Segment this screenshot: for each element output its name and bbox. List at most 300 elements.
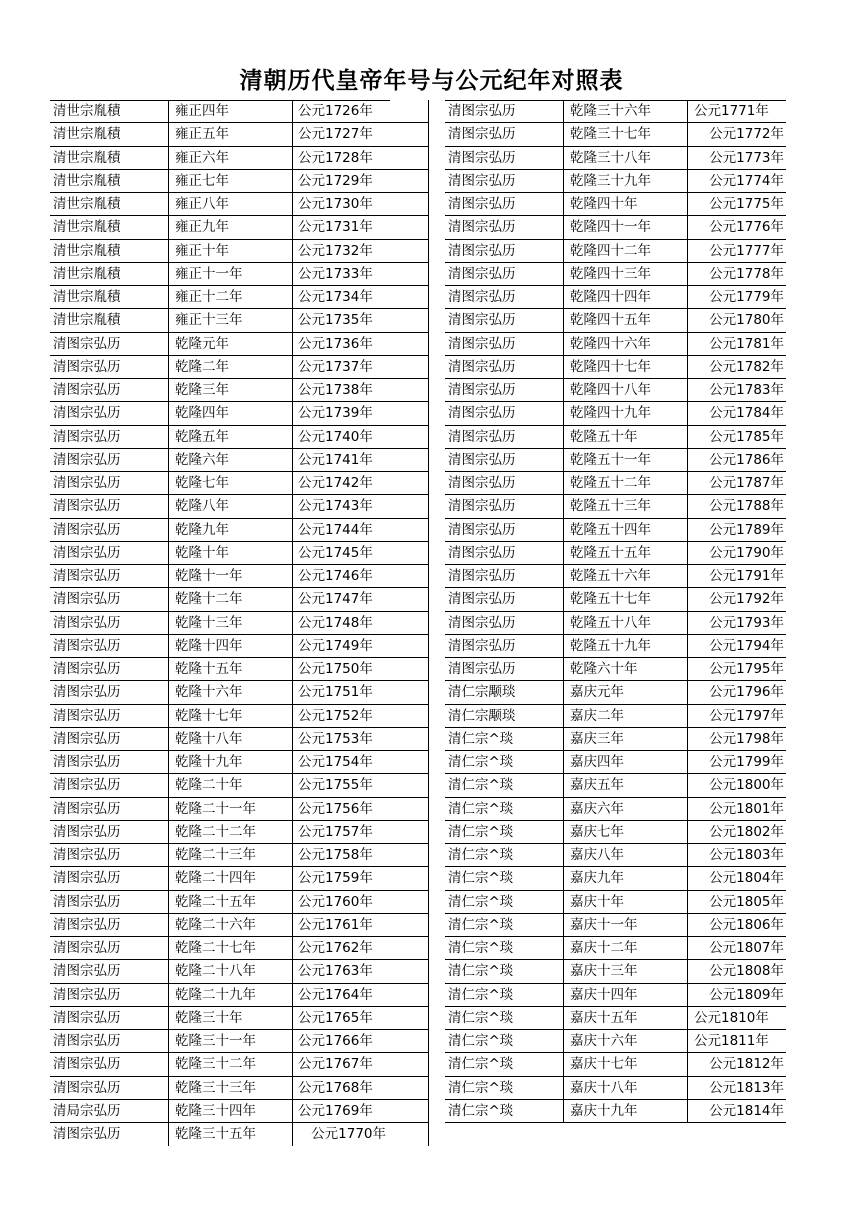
ad-year-cell: 公元1732年 [292,240,398,262]
era-name-cell: 乾隆四十七年 [563,356,687,378]
emperor-cell: 清图宗弘历 [53,1126,121,1142]
table-row [445,658,786,681]
era-name-cell: 乾隆二十五年 [168,891,292,913]
emperor-cell: 清世宗胤積 [53,289,121,305]
ad-year-cell: 公元1729年 [292,170,398,192]
era-name-cell: 嘉庆九年 [563,867,687,889]
era-name-cell: 嘉庆十六年 [563,1030,687,1052]
ad-year-cell: 公元1791年 [687,565,786,587]
ad-year-cell: 公元1735年 [292,309,398,331]
emperor-cell: 清图宗弘历 [448,428,516,445]
ad-year-cell: 公元1764年 [292,984,398,1006]
era-name-cell: 乾隆四十年 [563,193,687,215]
ad-year-cell: 公元1804年 [687,867,786,889]
ad-year-cell: 公元1782年 [687,356,786,378]
emperor-cell: 清图宗弘历 [53,591,121,608]
emperor-cell: 清仁宗^琰 [448,823,514,840]
table-row [445,333,786,356]
ad-year-cell: 公元1775年 [687,193,786,215]
table-row [50,984,428,1007]
table-row [50,821,428,844]
era-name-cell: 嘉庆十七年 [563,1053,687,1075]
ad-year-cell: 公元1813年 [687,1077,786,1099]
table-row [50,681,428,704]
table-row [445,519,786,542]
ad-year-cell: 公元1730年 [292,193,398,215]
era-name-cell: 乾隆四十一年 [563,216,687,238]
table-row [445,1077,786,1100]
emperor-cell: 清图宗弘历 [448,405,516,422]
emperor-cell: 清图宗弘历 [448,614,516,631]
era-name-cell: 乾隆二十八年 [168,960,292,982]
era-name-cell: 乾隆四十六年 [563,333,687,355]
ad-year-cell: 公元1746年 [292,565,398,587]
emperor-cell: 清图宗弘历 [53,475,121,491]
era-name-cell: 雍正十二年 [168,286,292,308]
table-row [445,542,786,565]
table-row [50,147,428,170]
ad-year-cell: 公元1760年 [292,891,398,913]
emperor-cell: 清图宗弘历 [53,661,121,677]
emperor-cell: 清图宗弘历 [53,823,121,840]
era-name-cell: 乾隆五十四年 [563,519,687,541]
emperor-cell: 清仁宗^琰 [448,730,514,747]
emperor-cell: 清图宗弘历 [448,196,516,212]
table-row [445,193,786,216]
table-row [445,891,786,914]
table-row [50,588,428,611]
era-name-cell: 乾隆三年 [168,379,292,401]
era-name-cell: 乾隆四年 [168,402,292,424]
table-row [445,844,786,867]
ad-year-cell: 公元1752年 [292,705,398,727]
emperor-cell: 清图宗弘历 [53,893,121,910]
ad-year-cell: 公元1728年 [292,147,398,169]
ad-year-cell: 公元1749年 [292,635,398,657]
ad-year-cell: 公元1792年 [687,588,786,610]
era-name-cell: 雍正五年 [168,123,292,145]
table-row [50,263,428,286]
emperor-cell: 清图宗弘历 [53,986,121,1003]
era-name-cell: 乾隆十四年 [168,635,292,657]
ad-year-cell: 公元1750年 [292,658,398,680]
era-name-cell: 雍正八年 [168,193,292,215]
table-row [445,984,786,1007]
ad-year-cell: 公元1795年 [687,658,786,680]
ad-year-cell: 公元1773年 [687,147,786,169]
emperor-cell: 清图宗弘历 [448,591,516,608]
table-row [445,379,786,402]
era-name-cell: 乾隆十八年 [168,728,292,750]
table-row [445,472,786,495]
table-row [50,449,428,472]
ad-year-cell: 公元1733年 [292,263,398,285]
table-row [50,495,428,518]
emperor-cell: 清图宗弘历 [448,172,516,189]
table-row [50,705,428,728]
table-row [445,960,786,983]
ad-year-cell: 公元1765年 [292,1007,398,1029]
ad-year-cell: 公元1797年 [687,705,786,727]
emperor-cell: 清世宗胤積 [53,103,121,119]
era-name-cell: 雍正七年 [168,170,292,192]
era-name-cell: 嘉庆五年 [563,774,687,796]
era-name-cell: 乾隆三十四年 [168,1100,292,1122]
emperor-cell: 清图宗弘历 [53,637,121,654]
table-row [445,914,786,937]
emperor-cell: 清仁宗^琰 [448,870,514,887]
ad-year-cell: 公元1799年 [687,751,786,773]
ad-year-cell: 公元1745年 [292,542,398,564]
table-row [445,937,786,960]
page-title: 清朝历代皇帝年号与公元纪年对照表 [239,68,624,94]
table-row [445,147,786,170]
era-name-cell: 乾隆三十二年 [168,1053,292,1075]
era-name-cell: 乾隆六十年 [563,658,687,680]
emperor-cell: 清图宗弘历 [53,1009,121,1026]
era-name-cell: 乾隆二十年 [168,774,292,796]
ad-year-cell: 公元1744年 [292,519,398,541]
ad-year-cell: 公元1772年 [687,123,786,145]
table-row [50,612,428,635]
emperor-cell: 清图宗弘历 [448,149,516,166]
emperor-cell: 清世宗胤積 [53,219,121,236]
era-name-cell: 乾隆四十四年 [563,286,687,308]
era-name-cell: 乾隆十五年 [168,658,292,680]
era-name-cell: 乾隆三十七年 [563,123,687,145]
ad-year-cell: 公元1806年 [687,914,786,936]
table-row [50,937,428,960]
era-name-cell: 乾隆二十四年 [168,867,292,889]
emperor-cell: 清图宗弘历 [448,358,516,375]
era-name-cell: 乾隆四十五年 [563,309,687,331]
table-row [50,1123,428,1146]
table-row [445,612,786,635]
table-row [50,379,428,402]
emperor-cell: 清仁宗^琰 [448,1009,514,1026]
emperor-cell: 清仁宗^琰 [448,940,514,956]
table-row [445,100,786,123]
ad-year-cell: 公元1742年 [292,472,398,494]
table-row [445,774,786,797]
emperor-cell: 清图宗弘历 [53,1033,121,1049]
era-name-cell: 乾隆十三年 [168,612,292,634]
emperor-cell: 清仁宗^琰 [448,1033,514,1049]
ad-year-cell: 公元1737年 [292,356,398,378]
ad-year-cell: 公元1756年 [292,798,398,820]
table-row [50,286,428,309]
ad-year-cell: 公元1740年 [292,426,398,448]
table-row [445,286,786,309]
table-row [50,426,428,449]
ad-year-cell: 公元1766年 [292,1030,398,1052]
emperor-cell: 清图宗弘历 [448,242,516,259]
emperor-cell: 清世宗胤積 [53,242,121,259]
ad-year-cell: 公元1758年 [292,844,398,866]
ad-year-cell: 公元1801年 [687,798,786,820]
ad-year-cell: 公元1796年 [687,681,786,703]
era-name-cell: 嘉庆十三年 [563,960,687,982]
table-row [445,216,786,239]
era-name-cell: 嘉庆六年 [563,798,687,820]
era-name-cell: 雍正十三年 [168,309,292,331]
era-name-cell: 乾隆五十八年 [563,612,687,634]
ad-year-cell: 公元1790年 [687,542,786,564]
emperor-cell: 清图宗弘历 [53,916,121,933]
ad-year-cell: 公元1741年 [292,449,398,471]
emperor-cell: 清图宗弘历 [448,637,516,654]
emperor-cell: 清局宗弘历 [53,1102,121,1119]
era-name-cell: 乾隆元年 [168,333,292,355]
table-row [50,542,428,565]
table-row [50,170,428,193]
emperor-cell: 清仁宗^琰 [448,986,514,1003]
table-row [445,705,786,728]
table-row [50,565,428,588]
era-name-cell: 乾隆六年 [168,449,292,471]
era-name-cell: 乾隆三十三年 [168,1077,292,1099]
table-row [50,867,428,890]
emperor-cell: 清仁宗颙琰 [448,707,516,724]
emperor-cell: 清图宗弘历 [53,777,121,794]
ad-year-cell: 公元1809年 [687,984,786,1006]
ad-year-cell: 公元1794年 [687,635,786,657]
table-row [445,402,786,425]
ad-year-cell: 公元1743年 [292,495,398,517]
emperor-cell: 清图宗弘历 [53,707,121,724]
emperor-cell: 清图宗弘历 [53,684,121,701]
emperor-cell: 清图宗弘历 [53,940,121,956]
emperor-cell: 清图宗弘历 [53,405,121,422]
ad-year-cell: 公元1810年 [687,1007,786,1029]
emperor-cell: 清仁宗^琰 [448,1079,514,1096]
emperor-cell: 清图宗弘历 [448,265,516,282]
ad-year-cell: 公元1762年 [292,937,398,959]
table-row [50,240,428,263]
ad-year-cell: 公元1751年 [292,681,398,703]
table-row [50,333,428,356]
left-column-table [50,100,429,1146]
emperor-cell: 清图宗弘历 [448,451,516,468]
era-name-cell: 雍正十一年 [168,263,292,285]
emperor-cell: 清图宗弘历 [53,1056,121,1073]
emperor-cell: 清图宗弘历 [53,614,121,631]
emperor-cell: 清图宗弘历 [53,335,121,352]
ad-year-cell: 公元1783年 [687,379,786,401]
era-name-cell: 乾隆五十六年 [563,565,687,587]
era-name-cell: 乾隆二十一年 [168,798,292,820]
table-row [50,960,428,983]
era-name-cell: 嘉庆十八年 [563,1077,687,1099]
table-row [50,728,428,751]
table-row [445,867,786,890]
table-row [50,1007,428,1030]
emperor-cell: 清图宗弘历 [448,335,516,352]
era-name-cell: 乾隆三十一年 [168,1030,292,1052]
ad-year-cell: 公元1774年 [687,170,786,192]
table-row [445,309,786,332]
table-row [445,821,786,844]
era-name-cell: 乾隆五十五年 [563,542,687,564]
ad-year-cell: 公元1789年 [687,519,786,541]
ad-year-cell: 公元1753年 [292,728,398,750]
era-name-cell: 乾隆五十年 [563,426,687,448]
emperor-cell: 清图宗弘历 [448,661,516,677]
era-name-cell: 嘉庆三年 [563,728,687,750]
era-name-cell: 嘉庆十二年 [563,937,687,959]
table-row [50,309,428,332]
ad-year-cell: 公元1767年 [292,1053,398,1075]
table-row [445,635,786,658]
ad-year-cell: 公元1811年 [687,1030,786,1052]
table-row [445,170,786,193]
era-name-cell: 乾隆二十六年 [168,914,292,936]
emperor-cell: 清图宗弘历 [448,498,516,515]
ad-year-cell: 公元1763年 [292,960,398,982]
ad-year-cell: 公元1805年 [687,891,786,913]
right-column-table [445,100,786,1146]
table-row [50,891,428,914]
ad-year-cell: 公元1784年 [687,402,786,424]
table-row [445,728,786,751]
emperor-cell: 清仁宗颙琰 [448,684,516,701]
era-name-cell: 乾隆四十八年 [563,379,687,401]
table-row [445,798,786,821]
ad-year-cell: 公元1734年 [292,286,398,308]
table-row [50,1030,428,1053]
ad-year-cell: 公元1769年 [292,1100,398,1122]
ad-year-cell: 公元1731年 [292,216,398,238]
emperor-cell: 清仁宗^琰 [448,893,514,910]
ad-year-cell: 公元1780年 [687,309,786,331]
ad-year-cell: 公元1754年 [292,751,398,773]
ad-year-cell: 公元1802年 [687,821,786,843]
table-row [445,565,786,588]
era-name-cell: 乾隆八年 [168,495,292,517]
table-row [50,123,428,146]
era-name-cell: 乾隆七年 [168,472,292,494]
emperor-cell: 清图宗弘历 [53,568,121,584]
era-name-cell: 乾隆三十六年 [563,100,687,122]
ad-year-cell: 公元1726年 [292,100,398,122]
era-name-cell: 乾隆三十八年 [563,147,687,169]
table-row [445,356,786,379]
ad-year-cell: 公元1761年 [292,914,398,936]
era-name-cell: 乾隆五年 [168,426,292,448]
ad-year-cell: 公元1778年 [687,263,786,285]
ad-year-cell: 公元1787年 [687,472,786,494]
emperor-cell: 清图宗弘历 [53,358,121,375]
era-name-cell: 雍正十年 [168,240,292,262]
era-name-cell: 嘉庆十五年 [563,1007,687,1029]
table-row [50,1100,428,1123]
era-name-cell: 乾隆五十九年 [563,635,687,657]
table-row [50,100,428,123]
table-row [445,123,786,146]
table-row [50,844,428,867]
emperor-cell: 清图宗弘历 [53,521,121,538]
era-name-cell: 乾隆九年 [168,519,292,541]
table-row [50,1053,428,1076]
emperor-cell: 清世宗胤積 [53,312,121,329]
table-row [445,495,786,518]
era-name-cell: 乾隆三十五年 [168,1123,292,1146]
era-name-cell: 乾隆十六年 [168,681,292,703]
emperor-cell: 清图宗弘历 [53,847,121,863]
era-name-cell: 雍正九年 [168,216,292,238]
era-name-cell: 嘉庆十九年 [563,1100,687,1122]
emperor-cell: 清图宗弘历 [53,1079,121,1096]
emperor-cell: 清图宗弘历 [53,870,121,887]
ad-year-cell: 公元1788年 [687,495,786,517]
ad-year-cell: 公元1800年 [687,774,786,796]
ad-year-cell: 公元1759年 [292,867,398,889]
ad-year-cell: 公元1771年 [687,100,786,122]
era-name-cell: 乾隆十二年 [168,588,292,610]
ad-year-cell: 公元1803年 [687,844,786,866]
emperor-cell: 清图宗弘历 [53,544,121,561]
table-row [50,402,428,425]
era-name-cell: 乾隆四十九年 [563,402,687,424]
ad-year-cell: 公元1781年 [687,333,786,355]
table-row [445,588,786,611]
era-name-cell: 乾隆五十七年 [563,588,687,610]
emperor-cell: 清仁宗^琰 [448,1056,514,1073]
emperor-cell: 清图宗弘历 [448,475,516,491]
era-name-cell: 乾隆二年 [168,356,292,378]
ad-year-cell: 公元1777年 [687,240,786,262]
ad-year-cell: 公元1808年 [687,960,786,982]
ad-year-cell: 公元1755年 [292,774,398,796]
emperor-cell: 清图宗弘历 [53,451,121,468]
ad-year-cell: 公元1812年 [687,1053,786,1075]
emperor-cell: 清图宗弘历 [53,382,121,398]
ad-year-cell: 公元1779年 [687,286,786,308]
era-name-cell: 嘉庆元年 [563,681,687,703]
emperor-cell: 清图宗弘历 [53,730,121,747]
emperor-cell: 清图宗弘历 [448,312,516,329]
era-name-cell: 嘉庆八年 [563,844,687,866]
table-row [445,449,786,472]
ad-year-cell: 公元1768年 [292,1077,398,1099]
era-name-cell: 乾隆二十三年 [168,844,292,866]
ad-year-cell: 公元1770年 [292,1123,388,1146]
table-row [50,519,428,542]
table-row [445,751,786,774]
ad-year-cell: 公元1757年 [292,821,398,843]
era-name-cell: 嘉庆四年 [563,751,687,773]
ad-year-cell: 公元1807年 [687,937,786,959]
table-row [445,1030,786,1053]
emperor-cell: 清图宗弘历 [448,289,516,305]
era-name-cell: 嘉庆二年 [563,705,687,727]
era-name-cell: 乾隆五十三年 [563,495,687,517]
ad-year-cell: 公元1776年 [687,216,786,238]
era-name-cell: 乾隆三十年 [168,1007,292,1029]
table-row [445,240,786,263]
ad-year-cell: 公元1785年 [687,426,786,448]
ad-year-cell: 公元1786年 [687,449,786,471]
era-name-cell: 乾隆二十二年 [168,821,292,843]
era-name-cell: 乾隆十年 [168,542,292,564]
era-name-cell: 乾隆十一年 [168,565,292,587]
table-row [50,193,428,216]
emperor-cell: 清图宗弘历 [53,754,121,770]
emperor-cell: 清图宗弘历 [448,544,516,561]
emperor-cell: 清仁宗^琰 [448,963,514,980]
era-name-cell: 乾隆二十九年 [168,984,292,1006]
emperor-cell: 清图宗弘历 [448,568,516,584]
